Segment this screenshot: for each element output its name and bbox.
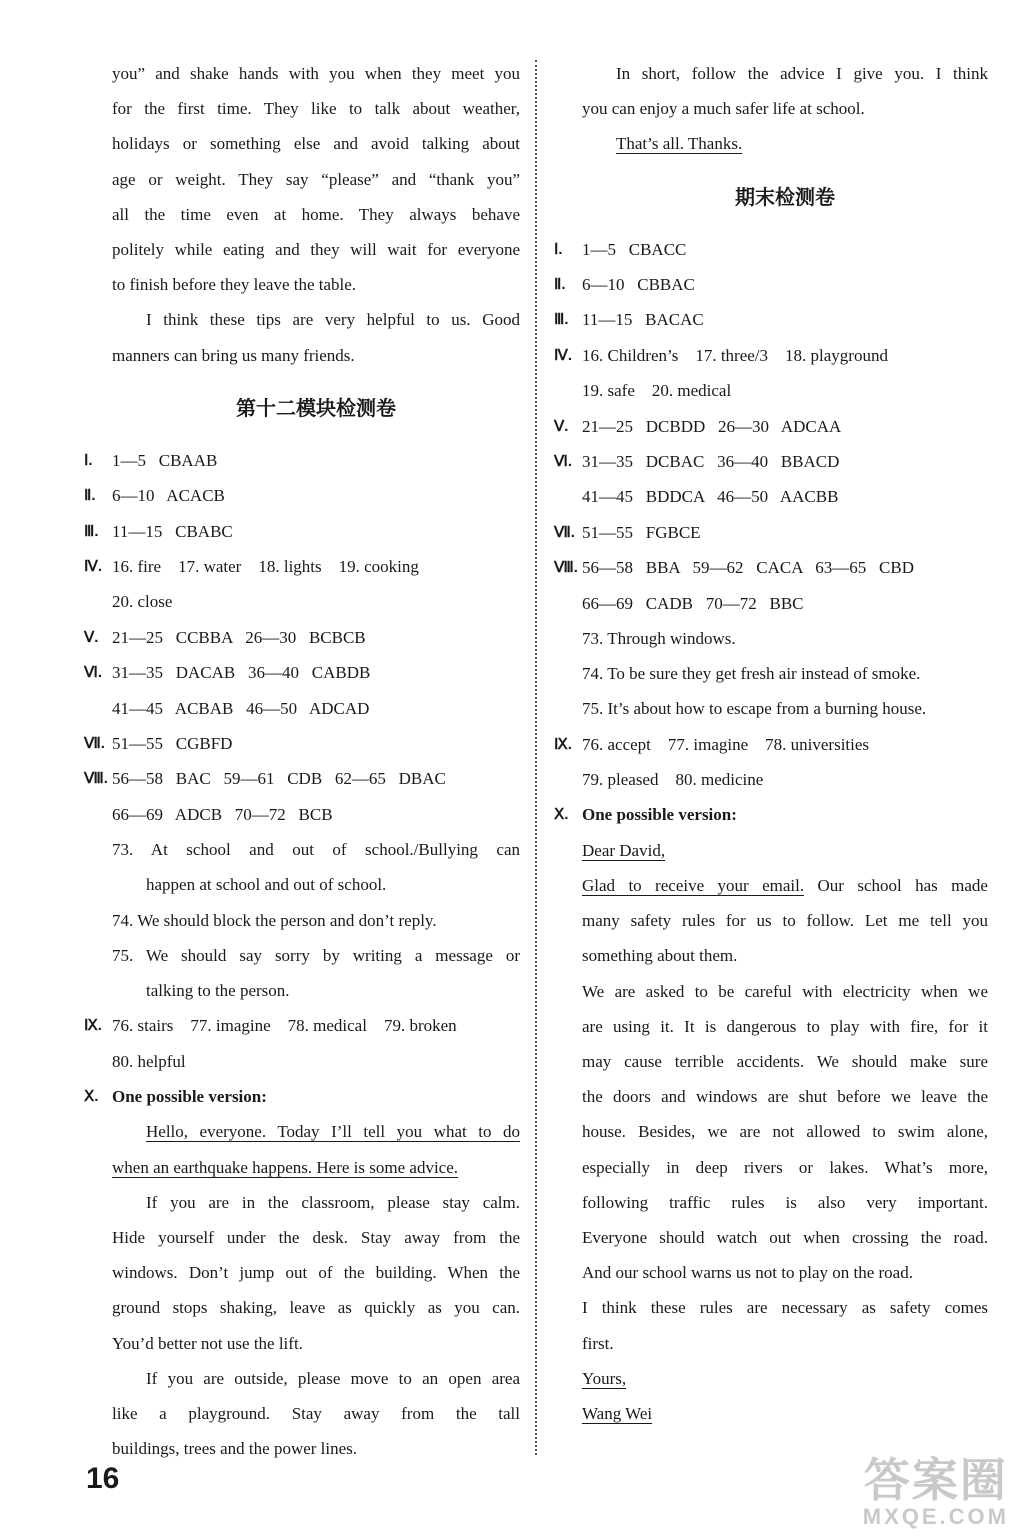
answer-text: 1—5 CBAAB — [112, 450, 218, 470]
section-numeral: Ⅹ. — [84, 1087, 99, 1105]
right-short-answers — [582, 621, 988, 727]
answer-text: 56—58 BBA 59—62 CACA 63—65 CBD — [582, 558, 915, 578]
letter-line: especially in deep rivers or lakes. What’s more, — [582, 1157, 988, 1177]
answer-row — [112, 691, 520, 726]
site-watermark — [863, 1456, 1009, 1530]
answer-row — [554, 727, 988, 762]
answer-text: 16. Children’s 17. three/3 18. playground — [582, 345, 888, 365]
left-short-answers — [112, 832, 520, 1008]
answer-text: 19. safe 20. medical — [582, 381, 732, 401]
intro-line: politely while eating and they will wait for everyone — [112, 240, 520, 260]
essay-line: Hide yourself under the desk. Stay away from the — [112, 1227, 520, 1247]
essay-underlined-line — [112, 1114, 520, 1149]
answer-row — [554, 232, 988, 267]
watermark-url: MXQE.COM — [862, 1504, 1009, 1529]
answer-row — [84, 620, 520, 655]
answer-row — [112, 797, 520, 832]
section-numeral: Ⅱ. — [84, 487, 96, 505]
greeting-text: Dear David, — [582, 840, 666, 860]
section-numeral: Ⅸ. — [84, 1017, 102, 1035]
letter-line: following traffic rules is also very important. — [582, 1192, 988, 1212]
essay-line: If you are in the classroom, please stay calm. — [146, 1192, 520, 1212]
letter-opening-underlined: Glad to receive your email. — [582, 875, 805, 895]
answer-text: 51—55 CGBFD — [112, 733, 233, 753]
answer-row — [84, 726, 520, 761]
intro-line: manners can bring us many friends. — [112, 345, 355, 365]
section-numeral: Ⅴ. — [84, 628, 99, 646]
answer-text: 41—45 ACBAB 46—50 ADCAD — [112, 698, 370, 718]
answer-row — [112, 1044, 520, 1079]
right-closing-line — [582, 126, 988, 161]
letter-line: Everyone should watch out when crossing the road. — [582, 1227, 988, 1247]
answer-row — [84, 478, 520, 513]
page-number: 16 — [86, 1462, 120, 1495]
essay-line: ground stops shaking, leave as quickly as you can. — [112, 1298, 520, 1318]
letter-line: many safety rules for us to follow. Let me tell you — [582, 911, 988, 931]
letter-paragraph-1 — [582, 903, 988, 973]
essay-line: You’d better not use the lift. — [112, 1333, 303, 1353]
section-numeral: Ⅶ. — [84, 734, 105, 752]
answer-row — [554, 444, 988, 479]
intro-line: all the time even at home. They always behave — [112, 204, 520, 224]
answer-row — [554, 550, 988, 585]
answer-text: 11—15 CBABC — [112, 521, 233, 541]
answer-row — [582, 586, 988, 621]
column-divider — [535, 60, 537, 1455]
answer-text: 56—58 BAC 59—61 CDB 62—65 DBAC — [112, 769, 446, 789]
answer-row — [582, 762, 988, 797]
answer-text: 16. fire 17. water 18. lights 19. cooking — [112, 557, 419, 576]
left-column — [84, 56, 520, 1466]
left-answer-rows — [84, 443, 520, 832]
short-answer-line: talking to the person. — [146, 980, 290, 1000]
letter-line: first. — [582, 1333, 614, 1353]
answer-text: 6—10 CBBAC — [582, 275, 695, 294]
intro-line: you” and shake hands with you when they meet you — [112, 64, 520, 83]
short-answer-line: happen at school and out of school. — [146, 875, 387, 895]
right-letter — [582, 833, 988, 1431]
answer-text: 41—45 BDDCA 46—50 AACBB — [582, 487, 839, 507]
section-numeral: Ⅶ. — [554, 523, 575, 541]
answer-row — [582, 479, 988, 514]
signature-text: Wang Wei — [582, 1403, 653, 1423]
answer-row — [84, 655, 520, 690]
answer-text: 6—10 ACACB — [112, 486, 225, 506]
watermark-logo-text: 答案圈 — [863, 1454, 1008, 1506]
letter-line: And our school warns us not to play on the road. — [582, 1263, 913, 1283]
underlined-text: Hello, everyone. Today I’ll tell you what to do — [146, 1122, 520, 1142]
section-numeral: Ⅳ. — [84, 558, 103, 575]
answer-row — [84, 549, 520, 584]
answer-row — [554, 797, 988, 832]
right-answer-rows-2 — [554, 727, 988, 833]
right-answer-rows — [554, 232, 988, 621]
section-numeral: Ⅷ. — [84, 770, 108, 788]
answer-row — [554, 515, 988, 550]
intro-line: you can enjoy a much safer life at school. — [582, 99, 865, 119]
answer-text: 20. close — [112, 592, 173, 612]
section-numeral: Ⅵ. — [554, 452, 573, 470]
left-intro-paragraph-2 — [112, 302, 520, 372]
answer-row — [84, 1079, 520, 1114]
answer-text: 21—25 DCBDD 26—30 ADCAA — [582, 416, 842, 436]
sign-off-text: Yours, — [582, 1368, 627, 1388]
essay-underlined-line — [112, 1150, 520, 1185]
answer-text: 79. pleased 80. medicine — [582, 769, 764, 789]
intro-line: age or weight. They say “please” and “thank you” — [112, 169, 520, 189]
letter-line: We are asked to be careful with electricity when we — [582, 981, 988, 1001]
underlined-text: when an earthquake happens. Here is some advice. — [112, 1157, 459, 1177]
essay-line: If you are outside, please move to an open area — [146, 1368, 520, 1388]
answer-row — [554, 338, 988, 373]
section-numeral: Ⅸ. — [554, 735, 572, 753]
letter-line: are using it. It is dangerous to play with fire, for it — [582, 1016, 988, 1036]
answer-row — [84, 1008, 520, 1043]
letter-signature — [582, 1396, 988, 1431]
short-answer-line: 73. At school and out of school./Bullying can — [112, 840, 520, 860]
section-numeral: Ⅳ. — [554, 346, 573, 364]
section-numeral: Ⅹ. — [554, 806, 569, 824]
answer-text: 31—35 DCBAC 36—40 BBACD — [582, 451, 840, 471]
answer-text: One possible version: — [112, 1086, 267, 1106]
section-heading-module-12: 第十二模块检测卷 — [236, 395, 396, 420]
letter-line: I think these rules are necessary as safety comes — [582, 1298, 988, 1318]
letter-line: the doors and windows are shut before we leave the — [582, 1087, 988, 1107]
answer-text: 21—25 CCBBA 26—30 BCBCB — [112, 627, 366, 647]
answer-row — [84, 761, 520, 796]
essay-line: like a playground. Stay away from the tall — [112, 1403, 520, 1423]
section-numeral: Ⅲ. — [554, 311, 569, 329]
short-answer-line: 73. Through windows. — [582, 628, 736, 648]
answer-text: 31—35 DACAB 36—40 CABDB — [112, 663, 371, 683]
answer-row — [112, 584, 520, 619]
letter-greeting — [582, 833, 988, 868]
left-essay — [112, 1114, 520, 1466]
answer-row — [84, 443, 520, 478]
letter-paragraph-2 — [582, 974, 988, 1291]
right-intro-paragraph — [582, 56, 988, 126]
short-answer-line: 75. We should say sorry by writing a message or — [112, 945, 520, 965]
section-numeral: Ⅴ. — [554, 417, 569, 435]
section-numeral: Ⅰ. — [84, 451, 93, 469]
letter-line: house. Besides, we are not allowed to swim alone, — [582, 1122, 988, 1142]
answer-row — [582, 373, 988, 408]
answer-text: 1—5 CBACC — [582, 239, 687, 259]
letter-line: may cause terrible accidents. We should make sure — [582, 1051, 988, 1071]
right-column — [554, 56, 988, 1431]
section-numeral: Ⅱ. — [554, 276, 566, 293]
answer-text: 80. helpful — [112, 1051, 186, 1071]
answer-row — [554, 267, 988, 302]
answer-text: 66—69 CADB 70—72 BBC — [582, 593, 804, 613]
section-numeral: Ⅲ. — [84, 522, 99, 540]
closing-underlined: That’s all. Thanks. — [616, 134, 743, 154]
left-intro-paragraph — [112, 56, 520, 302]
letter-paragraph-3 — [582, 1290, 988, 1360]
intro-line: holidays or something else and avoid talking about — [112, 134, 520, 154]
short-answer-line: 74. To be sure they get fresh air instead of smoke. — [582, 664, 921, 684]
answer-text: 66—69 ADCB 70—72 BCB — [112, 804, 333, 824]
answer-text: 51—55 FGBCE — [582, 522, 701, 542]
answer-text: One possible version: — [582, 805, 737, 825]
short-answer-line: 74. We should block the person and don’t reply. — [112, 910, 437, 930]
letter-opening-line — [582, 868, 988, 903]
left-answer-rows-2 — [84, 1008, 520, 1114]
answer-row — [554, 302, 988, 337]
intro-line: to finish before they leave the table. — [112, 275, 357, 295]
intro-line: In short, follow the advice I give you. I think — [616, 64, 988, 83]
essay-line: windows. Don’t jump out of the building. When the — [112, 1263, 520, 1283]
letter-line: something about them. — [582, 946, 738, 966]
letter-sign-off — [582, 1361, 988, 1396]
answer-text: 11—15 BACAC — [582, 310, 704, 330]
short-answer-line: 75. It’s about how to escape from a burning house. — [582, 699, 927, 719]
answer-text: 76. accept 77. imagine 78. universities — [582, 734, 870, 754]
letter-opening-rest: Our school has made — [804, 875, 988, 895]
section-numeral: Ⅷ. — [554, 559, 578, 577]
answer-row — [84, 514, 520, 549]
section-heading-final-test: 期末检测卷 — [735, 184, 835, 209]
section-numeral: Ⅵ. — [84, 664, 103, 682]
intro-line: I think these tips are very helpful to us. Good — [146, 310, 520, 330]
section-numeral: Ⅰ. — [554, 240, 563, 258]
intro-line: for the first time. They like to talk about weather, — [112, 99, 520, 119]
answer-text: 76. stairs 77. imagine 78. medical 79. broken — [112, 1016, 457, 1036]
answer-row — [554, 409, 988, 444]
essay-line: buildings, trees and the power lines. — [112, 1439, 358, 1459]
